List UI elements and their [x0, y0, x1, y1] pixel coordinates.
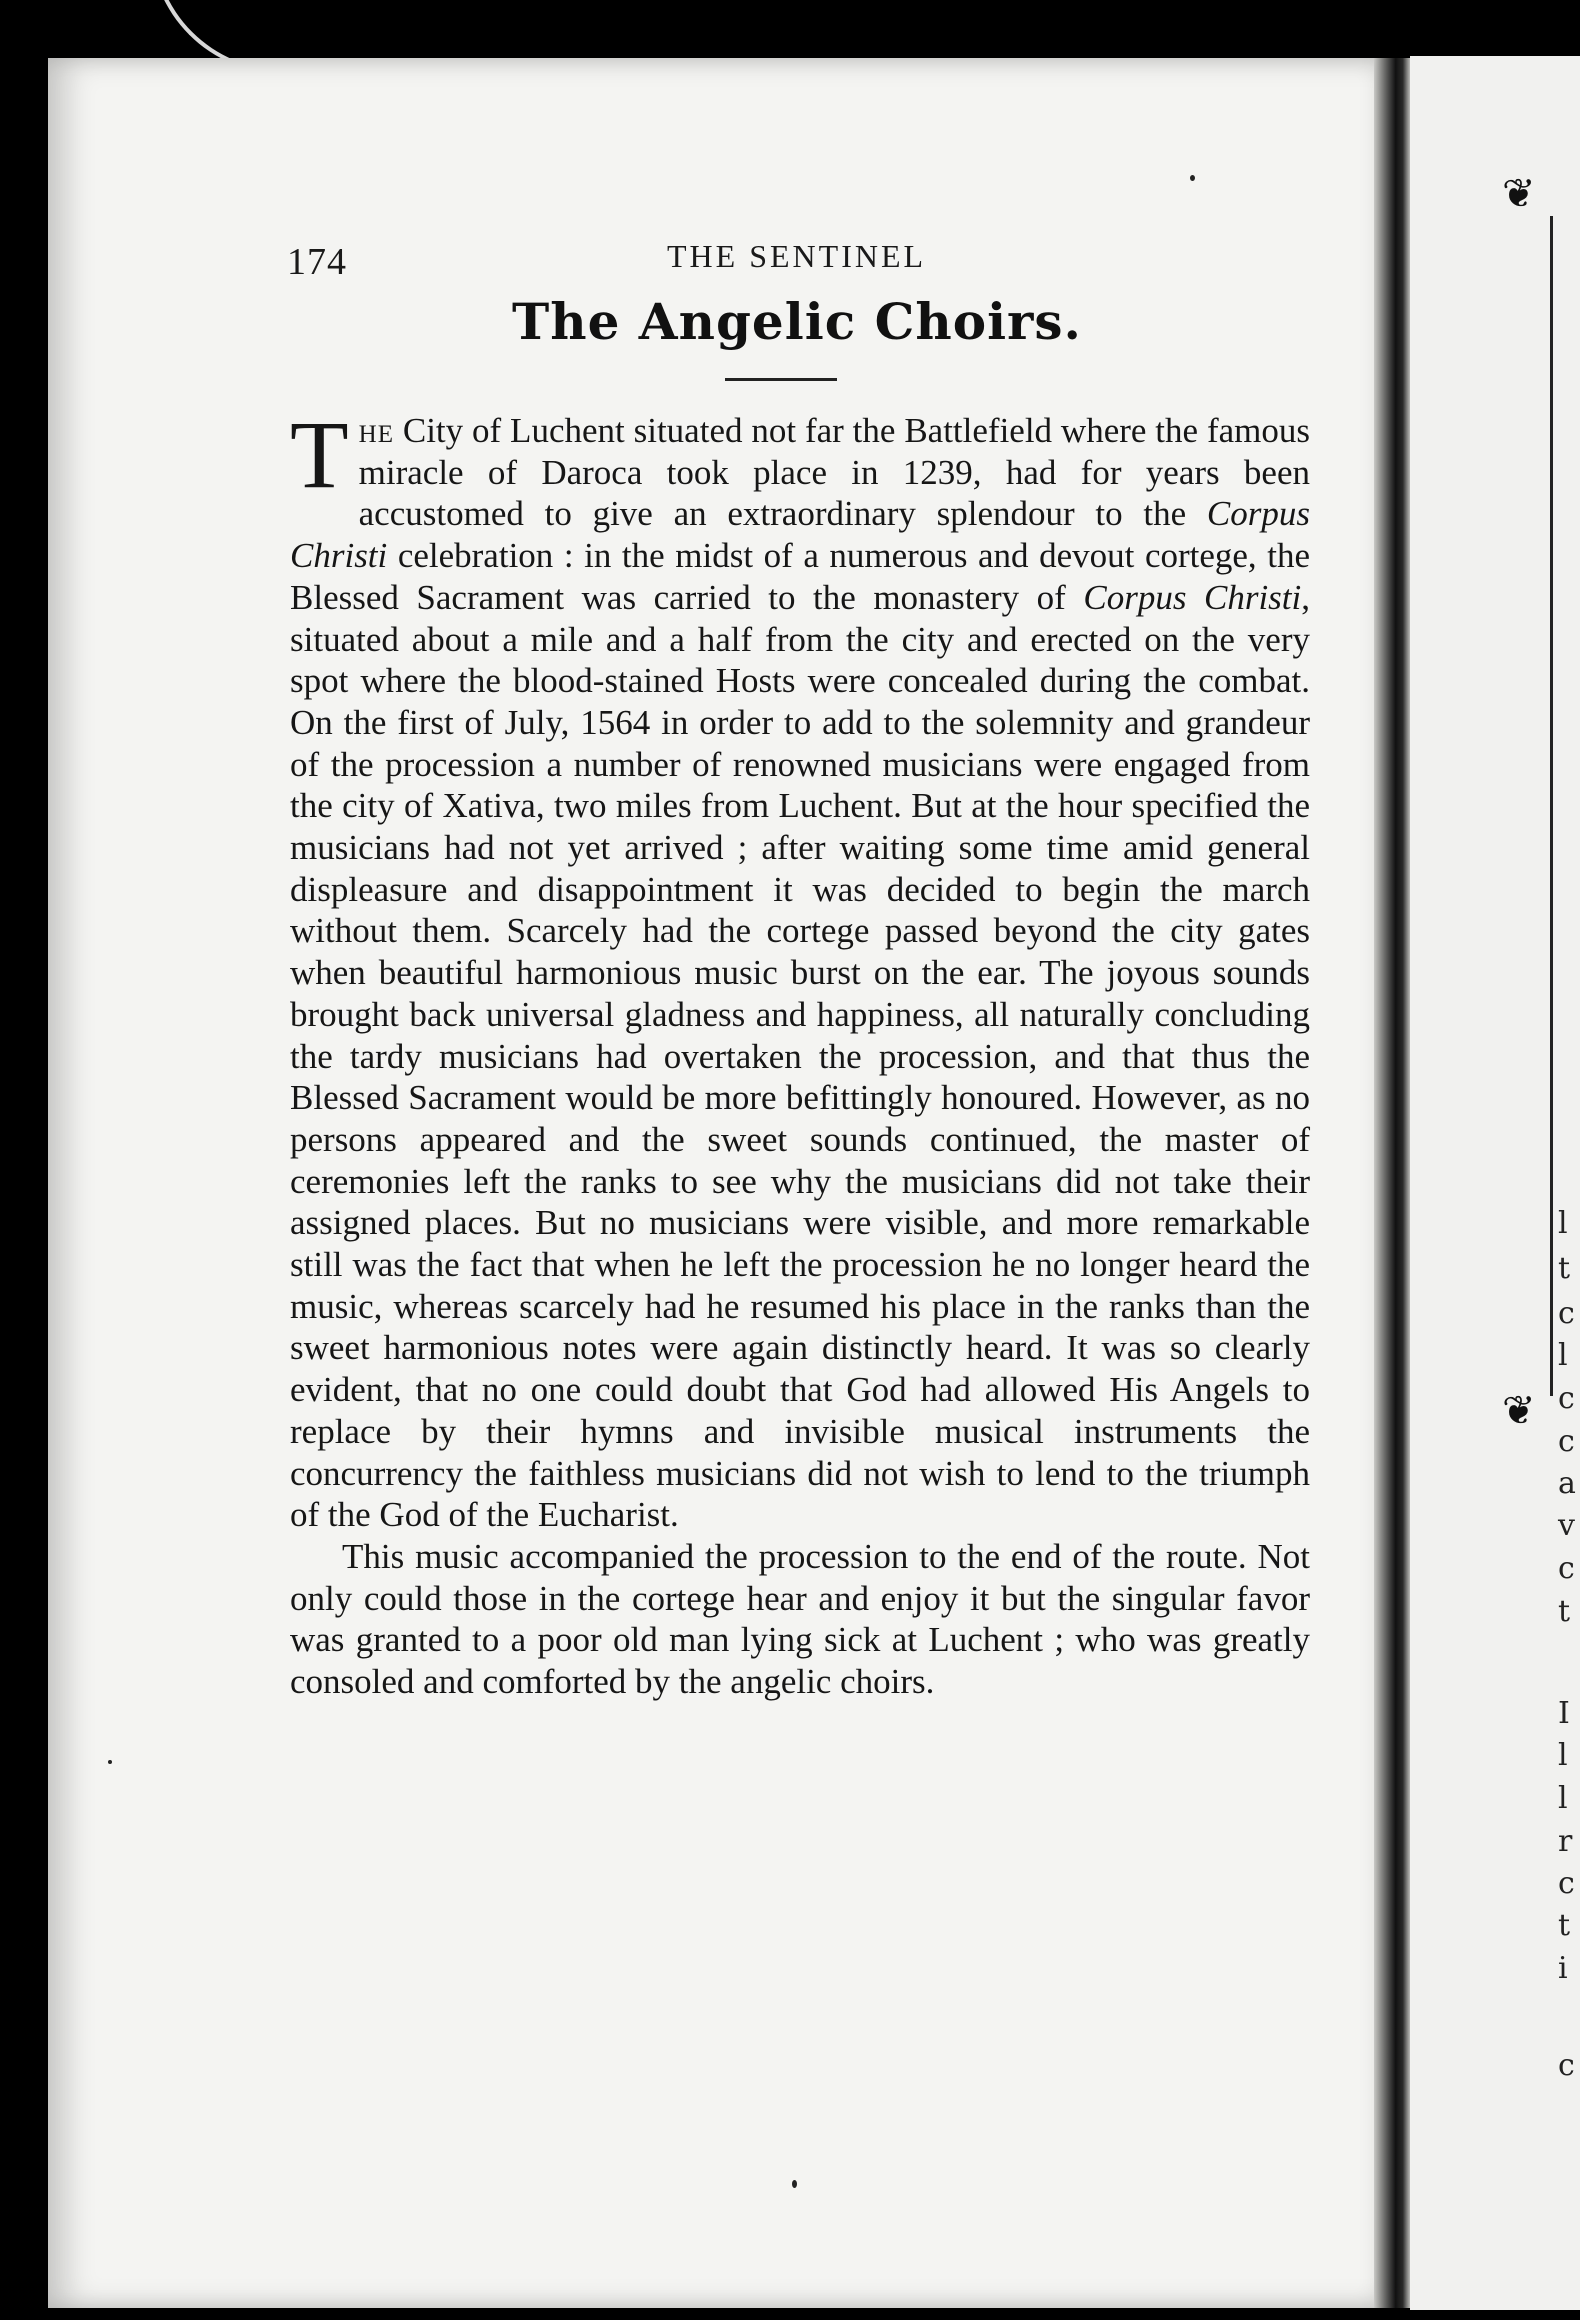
article-body — [290, 401, 1310, 1703]
page-number: 174 — [287, 241, 347, 283]
facing-page-rule — [1550, 216, 1553, 1396]
paragraph-1-text-a: City of Luchent situated not far the Battlefield where the famous miracle of Daroca took place in 1239, had for years been accustomed to give an extraordinary splendour to the — [358, 411, 1310, 534]
italic-corpus-christi-2: Corpus Christi — [1083, 577, 1302, 617]
facing-page-fragment: l — [1558, 1738, 1568, 1773]
scan-speck — [1190, 175, 1195, 181]
facing-page-fragment: a — [1558, 1466, 1576, 1501]
ornament-bottom-icon: ❦ — [1502, 1388, 1536, 1434]
facing-page-fragment: c — [1558, 1381, 1575, 1416]
facing-page-fragment: c — [1558, 1424, 1575, 1459]
page-header — [287, 238, 1307, 288]
facing-page-fragment: t — [1558, 1251, 1571, 1286]
facing-page-fragment: l — [1558, 1206, 1568, 1241]
facing-page-fragment: I — [1558, 1696, 1570, 1731]
facing-page-edge — [1410, 56, 1580, 2310]
drop-cap: T — [290, 401, 349, 508]
facing-page-fragment: c — [1558, 1866, 1575, 1901]
title-divider — [725, 378, 837, 381]
running-head: THE SENTINEL — [667, 238, 927, 274]
facing-page-fragment: v — [1558, 1508, 1575, 1543]
article-title: The Angelic Choirs. — [512, 292, 1082, 351]
scan-speck — [792, 2180, 797, 2188]
lead-smallcaps: he — [358, 411, 394, 450]
book-gutter — [1374, 58, 1410, 2308]
facing-page-fragment: t — [1558, 1594, 1571, 1629]
facing-page-fragment: l — [1558, 1338, 1568, 1373]
italic-corpus-christi-1: Corpus Christi — [290, 494, 1310, 576]
scan-speck — [108, 1760, 112, 1764]
facing-page-fragment: c — [1558, 1551, 1575, 1586]
facing-page-fragment: c — [1558, 2048, 1575, 2083]
paragraph-2: This music accompanied the procession to the end of the route. Not only could those in the cortege hear and enjoy it but the singular favor was granted to a poor old man lying sick at Luchent ; who was greatly consoled and comforted by the angelic choirs. — [290, 1536, 1310, 1702]
paragraph-1 — [290, 401, 1310, 1536]
facing-page-fragment: t — [1558, 1908, 1571, 1943]
facing-page-fragment: c — [1558, 1296, 1575, 1331]
ornament-top-icon: ❦ — [1502, 171, 1536, 217]
facing-page-fragment: l — [1558, 1781, 1568, 1816]
paragraph-1-text-b: celebration : in the midst of a numerous and devout cortege, the Blessed Sacrament was carried to the monastery of — [290, 536, 1310, 617]
facing-page-fragment: r — [1558, 1824, 1573, 1859]
paragraph-1-text-c: , situated about a mile and a half from the city and erected on the very spot where the blood-stained Hosts were concealed during the combat. On the first of July, 1564 in order to add to the solemnity and grandeur of the procession a number of renowned musicians were engaged from the city of Xativa, two miles from Luchent. But at the hour specified the musicians had not yet arrived ; after waiting some time amid general displeasure and disappointment it was decided to begin the march without them. Scarcely had the cortege passed beyond the city gates when beautiful harmonious music burst on the ear. The joyous sounds brought back universal gladness and happiness, all naturally concluding the tardy musicians had overtaken the procession, and that thus the Blessed Sacrament would be more befittingly honoured. However, as no persons appeared and the sweet sounds continued, the master of ceremonies left the ranks to see why the musicians did not take their assigned places. But no musicians were visible, and more remarkable still was the fact that when he left the procession he no longer heard the music, whereas scarcely had he resumed his place in the ranks than the sweet harmonious notes were again distinctly heard. It was so clearly evident, that no one could doubt that God had allowed His Angels to replace by their hymns and invisible musical instruments the concurrency the faithless musicians did not wish to lend to the triumph of the God of the Eucharist. — [290, 577, 1310, 1535]
facing-page-fragment: i — [1558, 1951, 1568, 1986]
